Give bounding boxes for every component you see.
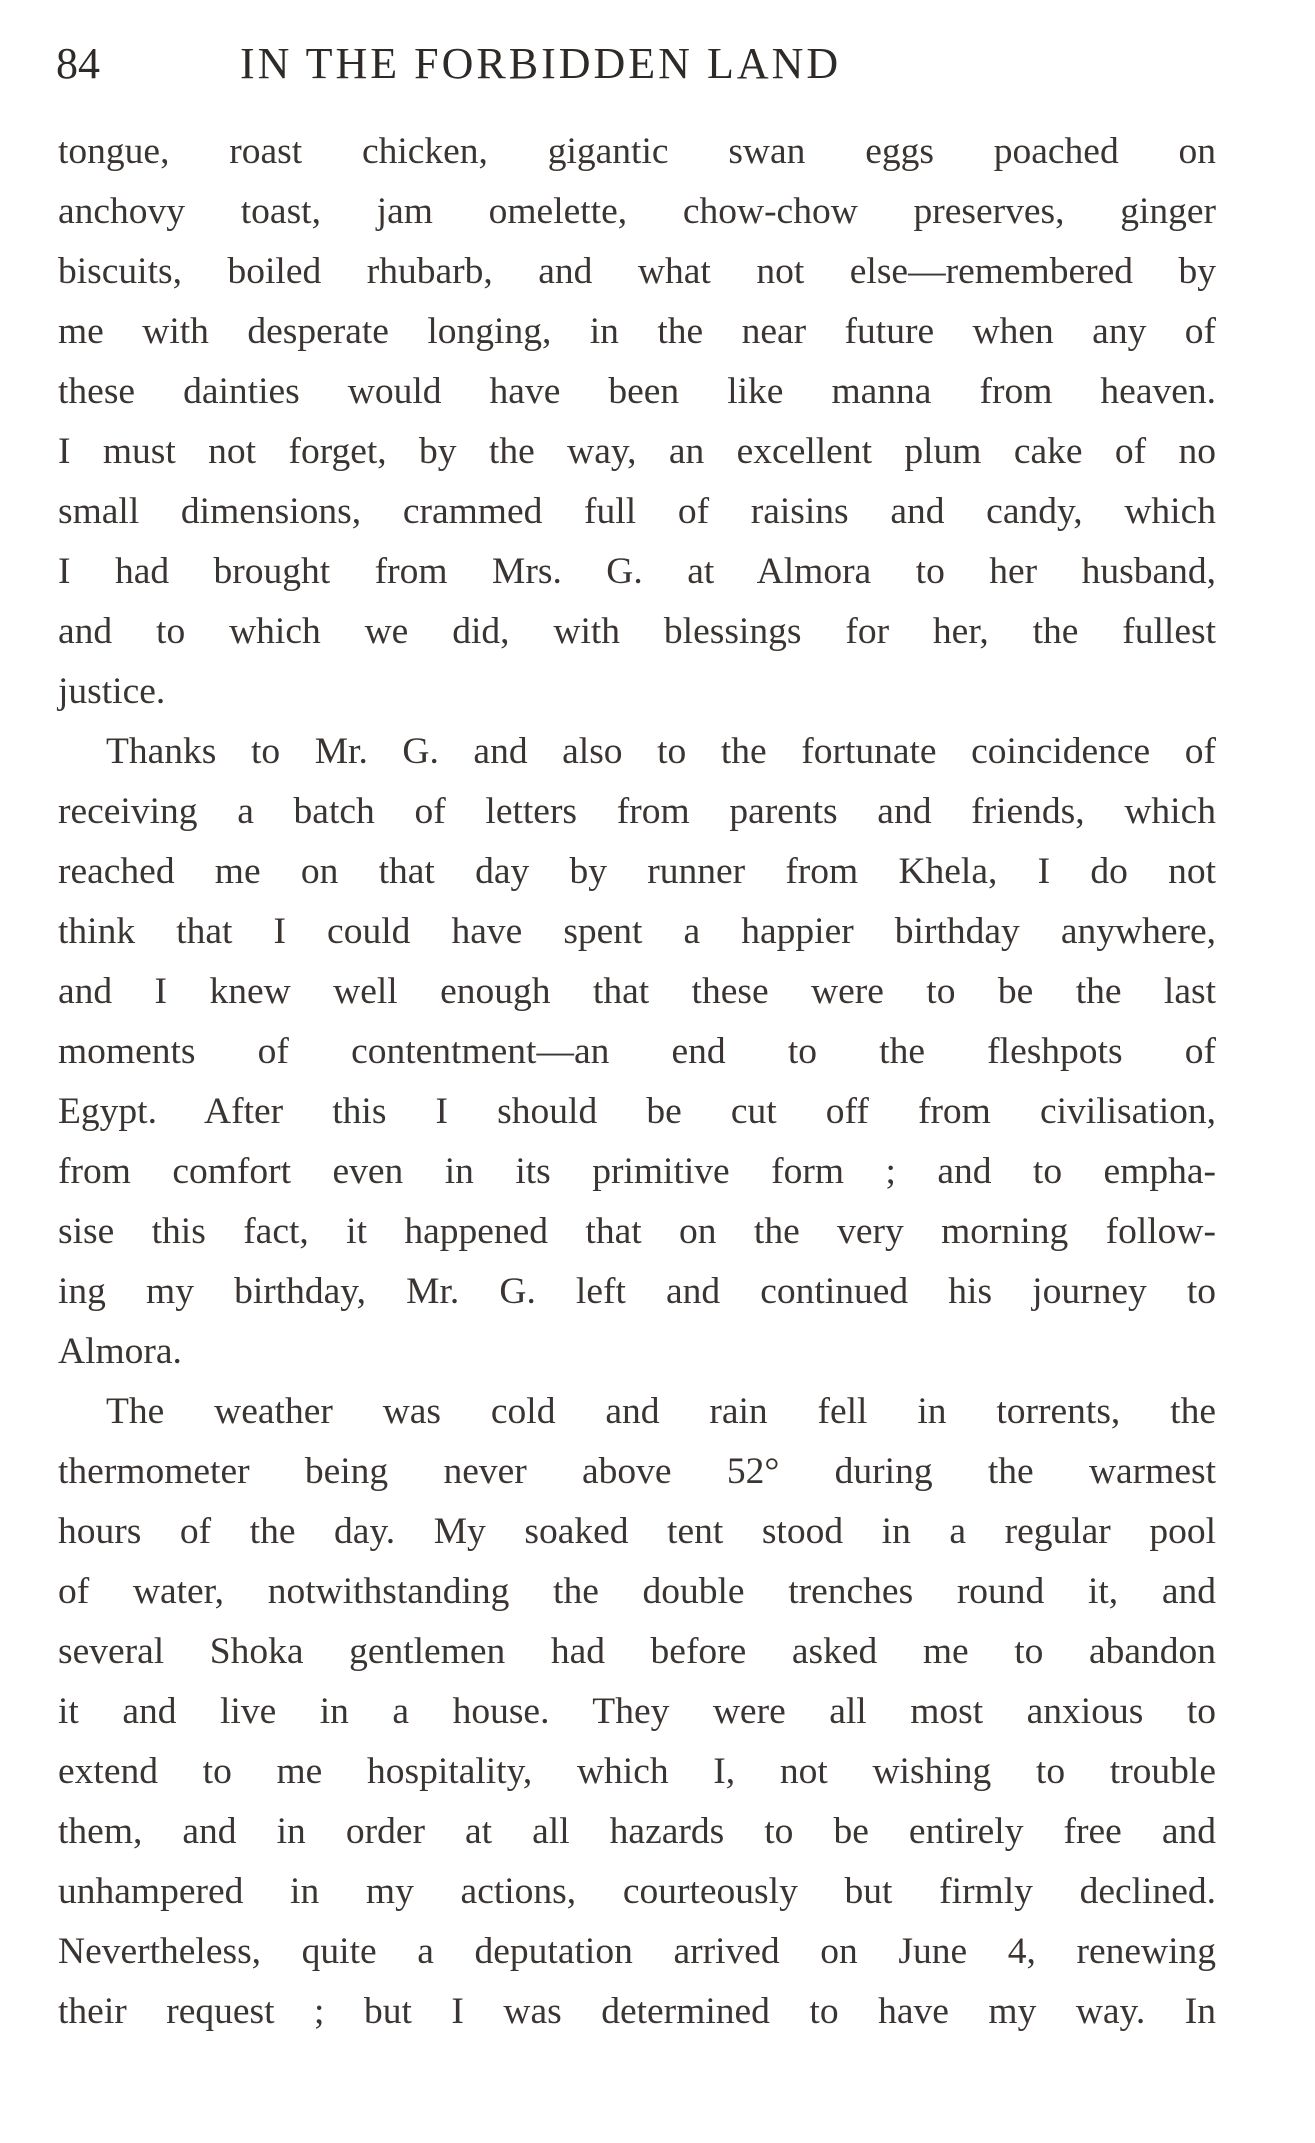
text-line: thermometer being never above 52° during the warmest bbox=[58, 1451, 1216, 1492]
text-line: small dimensions, crammed full of raisins and candy, which bbox=[58, 491, 1216, 532]
text-line: anchovy toast, jam omelette, chow-chow preserves, ginger bbox=[58, 191, 1216, 232]
text-line: receiving a batch of letters from parents and friends, which bbox=[58, 791, 1216, 832]
text-line: unhampered in my actions, courteously but firmly declined. bbox=[58, 1871, 1216, 1912]
text-line: extend to me hospitality, which I, not wishing to trouble bbox=[58, 1751, 1216, 1792]
text-line: them, and in order at all hazards to be entirely free and bbox=[58, 1811, 1216, 1852]
text-line: tongue, roast chicken, gigantic swan eggs poached on bbox=[58, 131, 1216, 172]
text-line: sise this fact, it happened that on the very morning follow- bbox=[58, 1211, 1216, 1252]
text-line: from comfort even in its primitive form ; and to empha- bbox=[58, 1151, 1216, 1192]
text-line: Almora. bbox=[58, 1331, 182, 1372]
text-line: justice. bbox=[58, 671, 166, 712]
text-line: their request ; but I was determined to have my way. In bbox=[58, 1991, 1216, 2032]
text-line: reached me on that day by runner from Khela, I do not bbox=[58, 851, 1216, 892]
text-line: and to which we did, with blessings for her, the fullest bbox=[58, 611, 1216, 652]
text-line: Nevertheless, quite a deputation arrived on June 4, renewing bbox=[58, 1931, 1216, 1972]
text-line: and I knew well enough that these were to be the last bbox=[58, 971, 1216, 1012]
body-text bbox=[58, 122, 1216, 2042]
text-line: moments of contentment—an end to the fleshpots of bbox=[58, 1031, 1216, 1072]
text-line: several Shoka gentlemen had before asked me to abandon bbox=[58, 1631, 1216, 1672]
page-number: 84 bbox=[56, 39, 100, 88]
page-header bbox=[56, 38, 1036, 98]
text-line: The weather was cold and rain fell in torrents, the bbox=[106, 1391, 1216, 1432]
text-line: biscuits, boiled rhubarb, and what not else—remembered by bbox=[58, 251, 1216, 292]
text-line: Egypt. After this I should be cut off from civilisation, bbox=[58, 1091, 1216, 1132]
text-line: me with desperate longing, in the near future when any of bbox=[58, 311, 1216, 352]
running-title: IN THE FORBIDDEN LAND bbox=[240, 39, 842, 88]
text-line: I had brought from Mrs. G. at Almora to her husband, bbox=[58, 551, 1216, 592]
text-line: of water, notwithstanding the double trenches round it, and bbox=[58, 1571, 1216, 1612]
text-line: think that I could have spent a happier birthday anywhere, bbox=[58, 911, 1216, 952]
text-line: hours of the day. My soaked tent stood in a regular pool bbox=[58, 1511, 1216, 1552]
text-line: Thanks to Mr. G. and also to the fortunate coincidence of bbox=[106, 731, 1216, 772]
text-line: it and live in a house. They were all most anxious to bbox=[58, 1691, 1216, 1732]
text-line: ing my birthday, Mr. G. left and continued his journey to bbox=[58, 1271, 1216, 1312]
text-line: these dainties would have been like manna from heaven. bbox=[58, 371, 1216, 412]
text-line: I must not forget, by the way, an excellent plum cake of no bbox=[58, 431, 1216, 472]
